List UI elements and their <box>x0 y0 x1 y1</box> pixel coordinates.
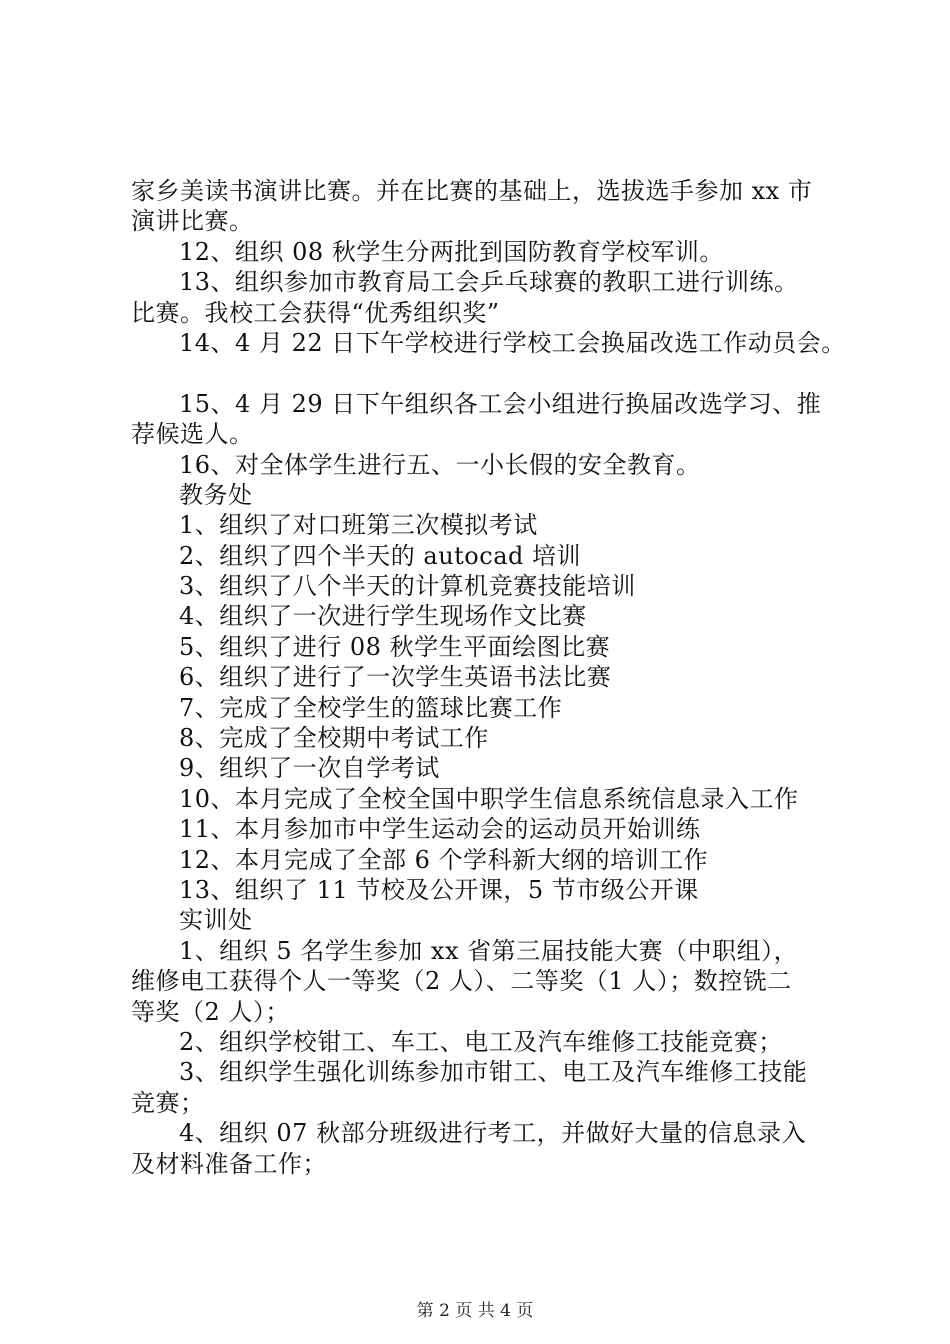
text-line: 13、组织参加市教育局工会乒乓球赛的教职工进行训练。 <box>179 268 799 297</box>
text-line: 12、组织 08 秋学生分两批到国防教育学校军训。 <box>179 237 724 266</box>
text-line: 9、组织了一次自学考试 <box>179 754 440 783</box>
text-line: 2、组织学校钳工、车工、电工及汽车维修工技能竞赛； <box>179 1027 783 1056</box>
document-body <box>131 176 846 1179</box>
text-line: 2、组织了四个半天的 autocad 培训 <box>179 541 581 570</box>
text-line: 16、对全体学生进行五、一小长假的安全教育。 <box>179 450 701 479</box>
text-line: 4、组织了一次进行学生现场作文比赛 <box>179 602 587 631</box>
text-line: 4、组织 07 秋部分班级进行考工，并做好大量的信息录入 <box>179 1119 807 1148</box>
text-line: 演讲比赛。 <box>131 207 254 236</box>
text-line: 实训处 <box>179 906 253 935</box>
text-line: 竞赛； <box>131 1088 205 1117</box>
text-line: 14、4 月 22 日下午学校进行学校工会换届改选工作动员会。 <box>179 328 846 357</box>
blank-line <box>131 358 843 388</box>
text-line: 教务处 <box>179 480 253 509</box>
text-line: 3、组织学生强化训练参加市钳工、电工及汽车维修工技能 <box>179 1058 808 1087</box>
text-line: 3、组织了八个半天的计算机竞赛技能培训 <box>179 572 636 601</box>
text-line: 及材料准备工作； <box>131 1149 327 1178</box>
text-line: 维修电工获得个人一等奖（2 人）、二等奖（1 人）；数控铣二 <box>131 967 792 996</box>
text-line: 8、完成了全校期中考试工作 <box>179 724 489 753</box>
text-line: 6、组织了进行了一次学生英语书法比赛 <box>179 663 612 692</box>
text-line: 比赛。我校工会获得“优秀组织奖” <box>131 298 500 327</box>
page-footer: 第 2 页 共 4 页 <box>416 1301 534 1321</box>
text-line: 11、本月参加市中学生运动会的运动员开始训练 <box>179 815 701 844</box>
text-line: 荐候选人。 <box>131 420 254 449</box>
text-line: 15、4 月 29 日下午组织各工会小组进行换届改选学习、推 <box>179 389 822 418</box>
text-line: 等奖（2 人）； <box>131 997 290 1026</box>
text-line: 5、组织了进行 08 秋学生平面绘图比赛 <box>179 632 611 661</box>
text-line: 家乡美读书演讲比赛。并在比赛的基础上，选拔选手参加 xx 市 <box>131 177 813 205</box>
text-line: 12、本月完成了全部 6 个学科新大纲的培训工作 <box>179 845 709 874</box>
text-line: 1、组织了对口班第三次模拟考试 <box>179 511 538 540</box>
text-line: 10、本月完成了全校全国中职学生信息系统信息录入工作 <box>179 784 799 813</box>
text-line: 1、组织 5 名学生参加 xx 省第三届技能大赛（中职组）， <box>179 936 799 965</box>
text-line: 7、完成了全校学生的篮球比赛工作 <box>179 693 563 722</box>
text-line: 13、组织了 11 节校及公开课，5 节市级公开课 <box>179 875 699 904</box>
